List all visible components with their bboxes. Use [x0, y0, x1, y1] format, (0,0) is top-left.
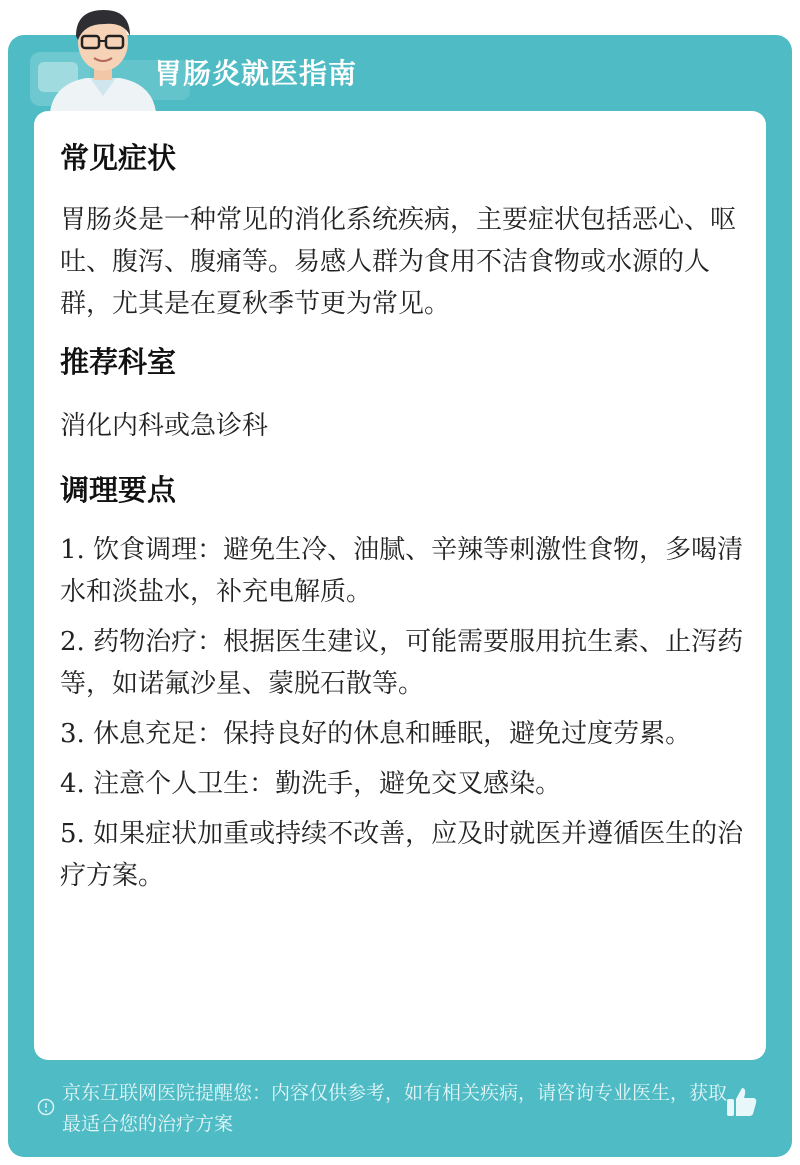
symptoms-heading: 常见症状 [60, 141, 177, 175]
symptoms-text: 胃肠炎是一种常见的消化系统疾病，主要症状包括恶心、呕吐、腹泻、腹痛等。易感人群为食用不洁食物或水源的人群，尤其是在夏秋季节更为常见。 [60, 205, 737, 319]
care-item [60, 763, 750, 805]
doctor-avatar [48, 0, 158, 112]
care-item-text: 注意个人卫生：勤洗手，避免交叉感染。 [93, 769, 562, 799]
care-item-text: 饮食调理：避免生冷、油腻、辛辣等刺激性食物，多喝清水和淡盐水，补充电解质。 [60, 535, 744, 607]
page-title: 胃肠炎就医指南 [154, 57, 358, 90]
care-item-number: 3. [60, 719, 85, 749]
info-icon [37, 1098, 55, 1116]
care-item-text: 如果症状加重或持续不改善，应及时就医并遵循医生的治疗方案。 [60, 819, 744, 891]
care-item [60, 621, 750, 705]
department-text: 消化内科或急诊科 [60, 411, 269, 441]
care-item-number: 5. [60, 819, 85, 849]
care-item-text: 休息充足：保持良好的休息和睡眠，避免过度劳累。 [93, 719, 692, 749]
care-heading: 调理要点 [60, 473, 177, 507]
care-item-number: 1. [60, 535, 85, 565]
disclaimer-text: 京东互联网医院提醒您：内容仅供参考，如有相关疾病，请咨询专业医生，获取最适合您的治疗方案 [62, 1082, 728, 1135]
care-item [60, 713, 750, 755]
department-heading: 推荐科室 [60, 345, 177, 379]
care-item [60, 813, 750, 897]
care-item-text: 药物治疗：根据医生建议，可能需要服用抗生素、止泻药等，如诺氟沙星、蒙脱石散等。 [60, 627, 744, 699]
thumbs-up-icon[interactable] [724, 1084, 760, 1120]
care-item [60, 529, 750, 613]
content-body [60, 137, 750, 905]
care-item-number: 4. [60, 769, 85, 799]
content-card [34, 111, 766, 1060]
care-item-number: 2. [60, 627, 85, 657]
